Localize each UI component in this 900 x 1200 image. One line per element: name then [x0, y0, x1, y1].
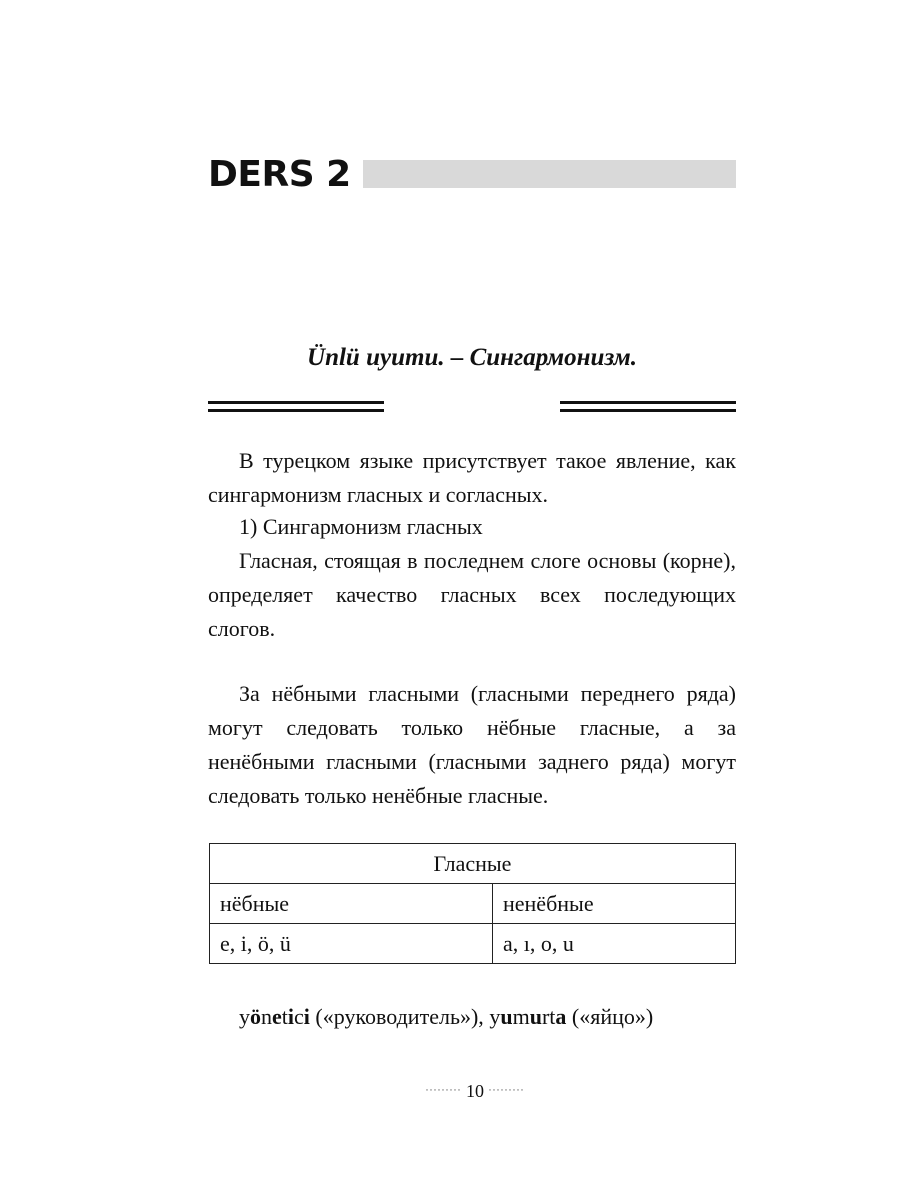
section-subtitle: Ünlü uyumu. – Сингармонизм. [307, 344, 637, 371]
vowel-table-column-row [210, 884, 736, 924]
back-vowels-list: a, ı, o, u [493, 924, 736, 964]
footer-dots-right: ········· [488, 1084, 525, 1095]
lesson-header [208, 152, 736, 198]
lesson-title: DERS 2 [208, 154, 351, 195]
footer-dots-left: ········· [425, 1084, 462, 1095]
lesson-title-bar [363, 160, 736, 188]
example-line [239, 1000, 736, 1034]
vowel-table-title: Гласные [210, 844, 736, 884]
front-vowels-list: e, i, ö, ü [210, 924, 493, 964]
page-footer [350, 1078, 600, 1106]
example-translation-yumurta: («яйцо») [571, 1004, 654, 1029]
example-word-yumurta: yumurta [489, 1004, 567, 1029]
double-rule-left [208, 401, 384, 412]
paragraph-point-1: 1) Сингармонизм гласных [239, 514, 483, 539]
paragraph-rule: Гласная, стоящая в последнем слоге основы (корне), определяет качество гласных всех последующих слогов. [208, 548, 736, 641]
vowel-table [209, 843, 736, 964]
vowel-table-header-row [210, 844, 736, 884]
double-rule-right [560, 401, 736, 412]
table-row [210, 924, 736, 964]
paragraph-intro: В турецком языке присутствует такое явление, как сингармонизм гласных и согласных. [208, 448, 736, 507]
example-word-yonetici: yönetici [239, 1004, 310, 1029]
column-back-vowels: ненёбные [493, 884, 736, 924]
column-front-vowels: нёбные [210, 884, 493, 924]
paragraph-front-back: За нёбными гласными (гласными переднего ряда) могут следовать только нёбные гласные, а за ненёбными гласными (гласными заднего ряда) могут следовать только ненёбные гласные. [208, 681, 736, 808]
page-number: 10 [466, 1081, 484, 1101]
example-translation-yonetici: («руководитель»), [315, 1004, 484, 1029]
